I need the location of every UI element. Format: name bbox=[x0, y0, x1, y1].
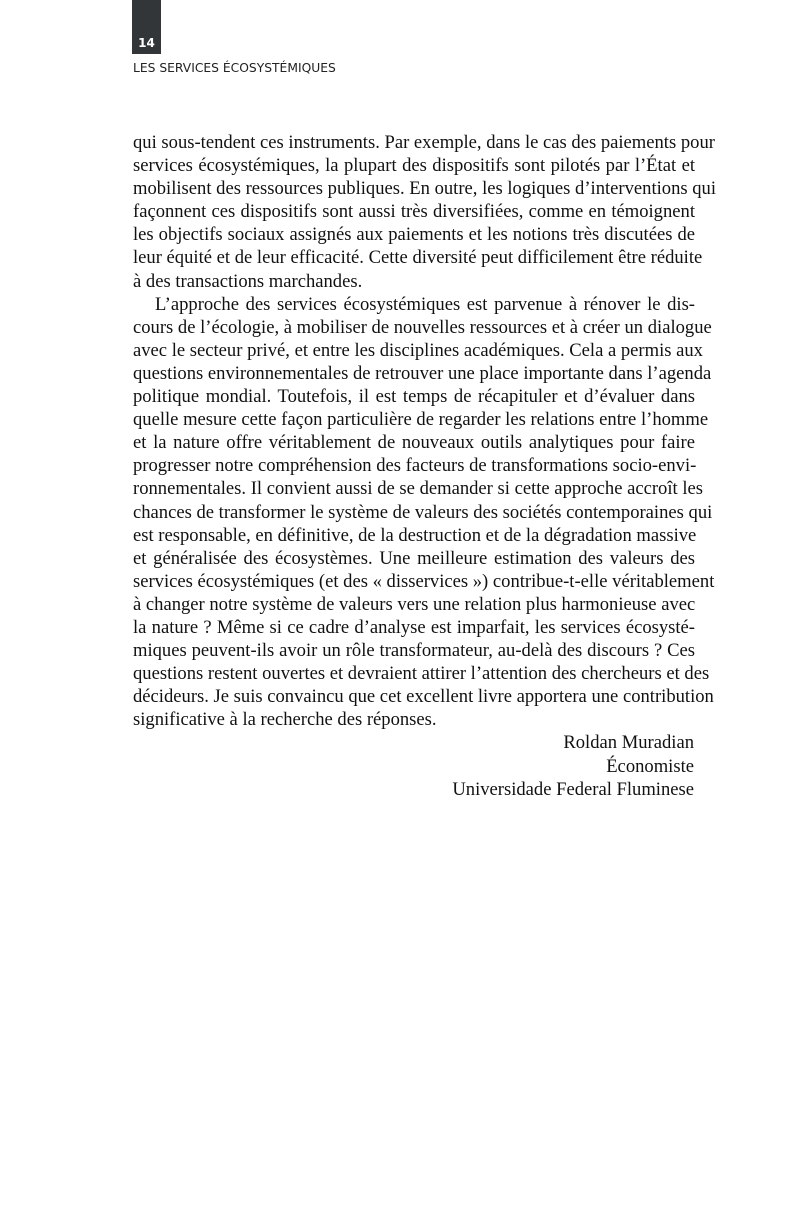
text-line: façonnent ces dispositifs sont aussi très diversifiées, comme en témoignent bbox=[133, 201, 695, 223]
text-line: chances de transformer le système de valeurs des sociétés contemporaines qui bbox=[133, 501, 713, 523]
signature-block bbox=[452, 731, 694, 802]
text-line: significative à la recherche des réponses. bbox=[133, 709, 437, 731]
text-line: qui sous-tendent ces instruments. Par exemple, dans le cas des paiements pour bbox=[133, 132, 715, 153]
running-header-title: LES SERVICES ÉCOSYSTÉMIQUES bbox=[133, 61, 336, 75]
author-name: Roldan Muradian bbox=[563, 732, 694, 753]
text-line: progresser notre compréhension des facteurs de transformations socio-envi- bbox=[133, 455, 697, 477]
text-line: est responsable, en définitive, de la destruction et de la dégradation massive bbox=[133, 524, 697, 546]
author-affiliation: Universidade Federal Fluminese bbox=[452, 779, 694, 801]
text-line: et généralisée des écosystèmes. Une meilleure estimation des valeurs des bbox=[133, 547, 695, 569]
paragraph-1 bbox=[133, 131, 717, 293]
text-line: avec le secteur privé, et entre les disciplines académiques. Cela a permis aux bbox=[133, 339, 703, 361]
text-line: mobilisent des ressources publiques. En outre, les logiques d’interventions qui bbox=[133, 178, 717, 200]
text-line: questions restent ouvertes et devraient attirer l’attention des chercheurs et des bbox=[133, 663, 710, 685]
text-line: politique mondial. Toutefois, il est temps de récapituler et d’évaluer dans bbox=[133, 386, 695, 408]
text-line: et la nature offre véritablement de nouveaux outils analytiques pour faire bbox=[133, 432, 695, 454]
text-line: miques peuvent-ils avoir un rôle transformateur, au-delà des discours ? Ces bbox=[133, 640, 695, 662]
text-line: ronnementales. Il convient aussi de se demander si cette approche accroît les bbox=[133, 478, 703, 500]
text-line: leur équité et de leur efficacité. Cette diversité peut difficilement être réduite bbox=[133, 247, 703, 269]
text-line: les objectifs sociaux assignés aux paiements et les notions très discutées de bbox=[133, 224, 695, 246]
text-line: cours de l’écologie, à mobiliser de nouvelles ressources et à créer un dialogue bbox=[133, 316, 712, 338]
text-line: services écosystémiques (et des « disservices ») contribue-t-elle véritablement bbox=[133, 570, 715, 592]
text-line: questions environnementales de retrouver une place importante dans l’agenda bbox=[133, 362, 712, 384]
paragraph-2 bbox=[133, 293, 715, 732]
text-line: quelle mesure cette façon particulière de regarder les relations entre l’homme bbox=[133, 409, 709, 431]
author-title: Économiste bbox=[606, 755, 694, 777]
body-text bbox=[133, 131, 717, 731]
text-line: services écosystémiques, la plupart des dispositifs sont pilotés par l’État et bbox=[133, 155, 695, 177]
text-line: L’approche des services écosystémiques est parvenue à rénover le dis- bbox=[155, 293, 695, 315]
page-number: 14 bbox=[138, 36, 155, 50]
text-line: à des transactions marchandes. bbox=[133, 270, 363, 292]
text-line: la nature ? Même si ce cadre d’analyse est imparfait, les services écosysté- bbox=[133, 616, 695, 638]
page-number-box bbox=[132, 0, 161, 54]
text-line: à changer notre système de valeurs vers une relation plus harmonieuse avec bbox=[133, 593, 696, 615]
text-line: décideurs. Je suis convaincu que cet excellent livre apportera une contribution bbox=[133, 686, 714, 708]
